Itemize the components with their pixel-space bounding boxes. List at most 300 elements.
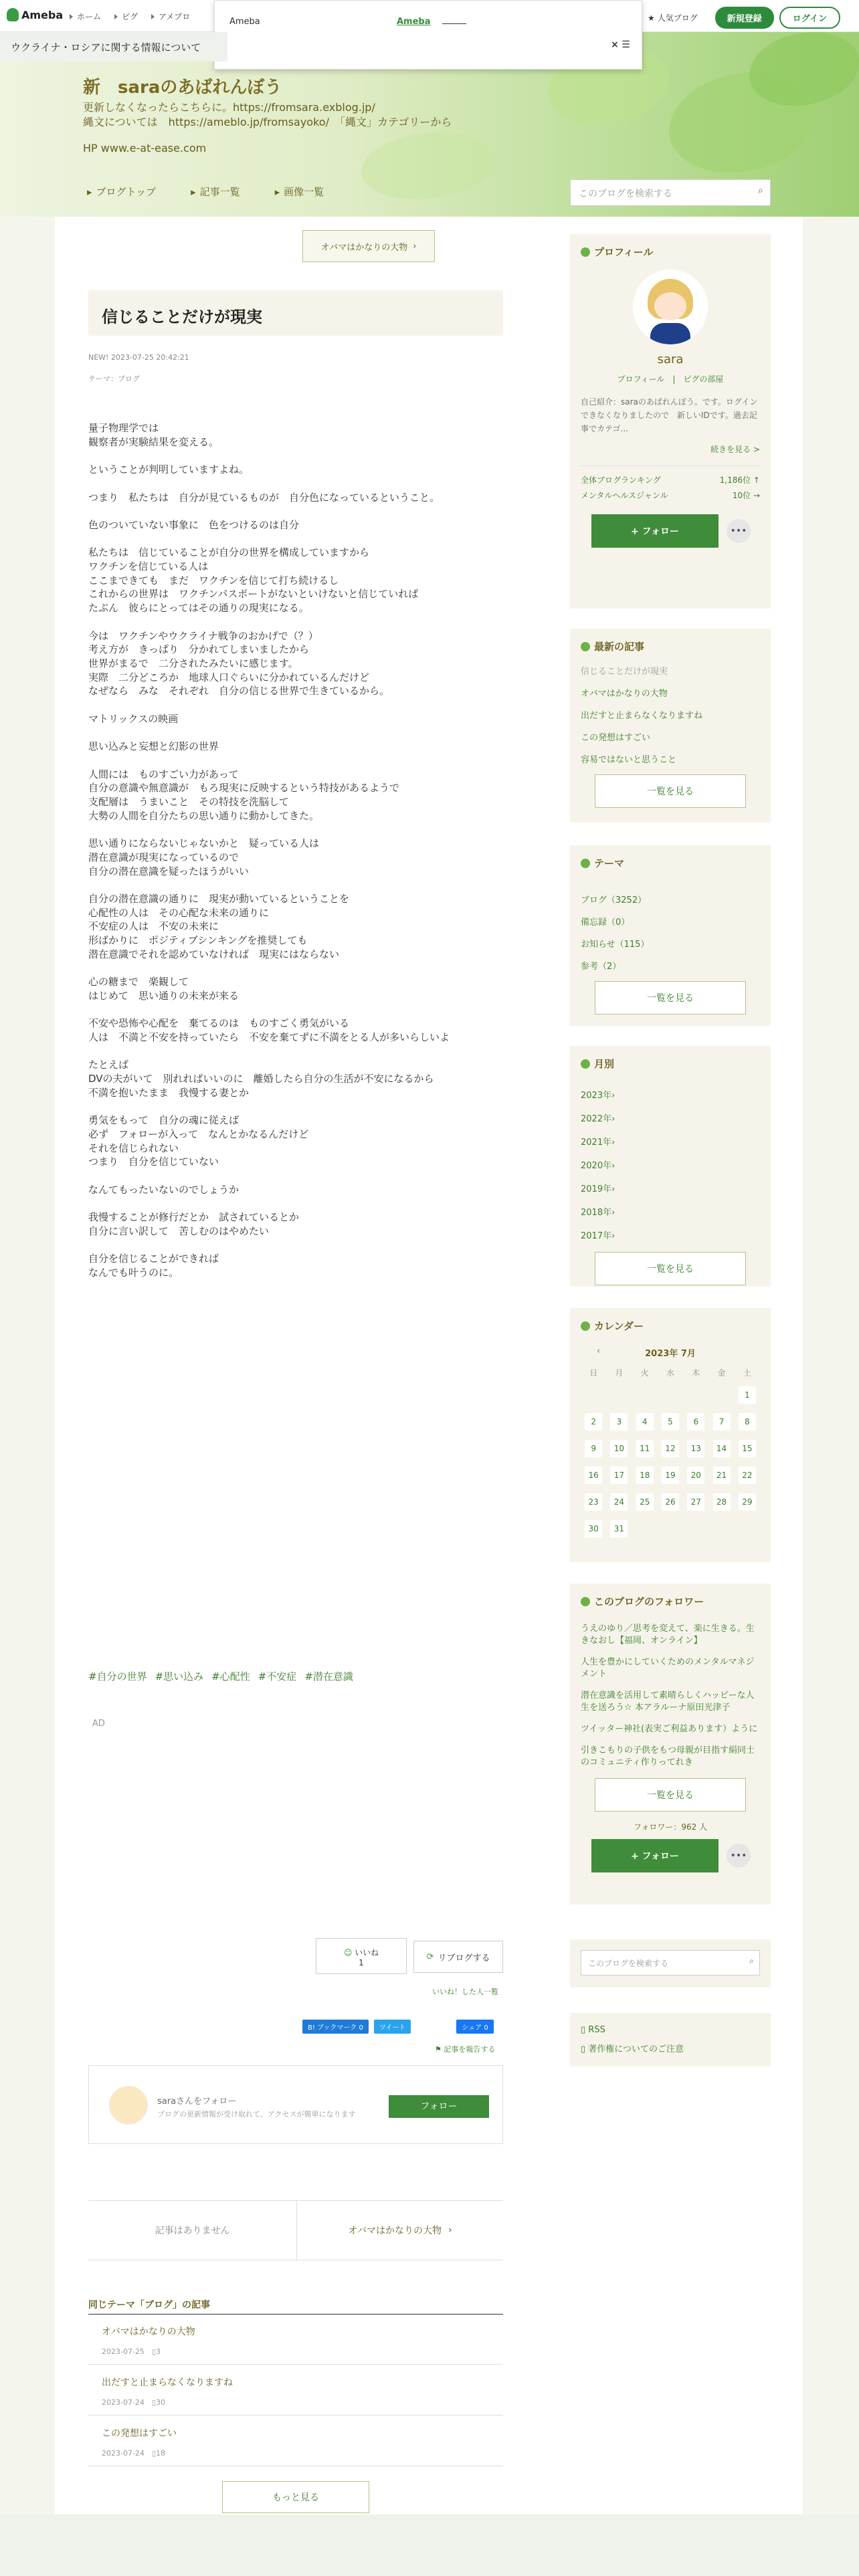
chevron-icon: › (611, 1231, 615, 1241)
monthly-widget (570, 1046, 771, 1287)
calendar-day[interactable]: 14 (713, 1440, 731, 1457)
theme-item[interactable]: お知らせ（115） (581, 940, 650, 950)
ranking (581, 465, 760, 501)
calendar-cell (632, 1462, 658, 1489)
leaf-icon (581, 642, 590, 651)
year-label: 2020年 (581, 1161, 612, 1171)
calendar-cell (632, 1489, 658, 1515)
weekday: 月 (615, 1368, 624, 1378)
nav-image-list-label: 画像一覧 (284, 186, 324, 198)
hashtag[interactable]: #自分の世界 (88, 1671, 147, 1683)
calendar-day[interactable]: 10 (610, 1440, 628, 1457)
bullet-icon: ▸ (87, 185, 92, 198)
follower-count: フォロワー：962 人 (633, 1822, 708, 1832)
same-theme-date: 2023-07-24 (102, 2398, 145, 2407)
facebook-share-button[interactable]: シェア 0 (456, 2020, 493, 2034)
next-post-label: オバマはかなりの大物 (348, 2226, 442, 2236)
follower-item[interactable]: うえのゆり／思考を変えて、楽に生きる。生きなおし【福岡、オンライン】 (581, 1624, 755, 1646)
follow-box (88, 2065, 503, 2144)
calendar-day[interactable]: 20 (687, 1467, 704, 1484)
nav-home[interactable] (70, 11, 101, 22)
calendar-day[interactable]: 28 (713, 1493, 731, 1511)
more-button[interactable]: もっと見る (222, 2481, 369, 2513)
same-theme-heading: 同じテーマ「ブログ」の記事 (88, 2300, 210, 2311)
monthly-heading-label: 月別 (594, 1058, 615, 1070)
same-theme-meta (102, 2346, 490, 2357)
ranking-value: 10位 → (732, 491, 760, 500)
header-actions (648, 7, 840, 29)
calendar-cell (606, 1462, 632, 1489)
calendar-day[interactable]: 13 (687, 1440, 704, 1457)
follow-subtext: ブログの更新情報が受け取れて、アクセスが簡単になります (157, 2110, 356, 2119)
calendar-day[interactable]: 19 (662, 1467, 679, 1484)
article-title: 信じることだけが現実 (88, 290, 503, 336)
calendar-heading-label: カレンダー (594, 1320, 644, 1332)
hashtag[interactable]: #潜在意識 (304, 1671, 353, 1683)
ameba-logo[interactable] (7, 8, 63, 21)
recent-entries-widget (570, 629, 771, 823)
nav-blog-top-label: ブログトップ (96, 186, 157, 198)
recent-entry[interactable]: 容易ではないと思うこと (581, 755, 677, 765)
popular-label: 人気ブログ (657, 13, 698, 23)
global-nav (70, 11, 190, 22)
calendar-cell (708, 1408, 734, 1435)
calendar-widget (570, 1308, 771, 1562)
comment-icon: ▯ (151, 2398, 156, 2407)
year-item[interactable] (581, 1088, 760, 1101)
leaf-icon (581, 1059, 590, 1069)
followers-widget (570, 1584, 771, 1905)
reblog-label: リブログする (438, 1953, 490, 1963)
calendar-weekday-row (581, 1363, 760, 1382)
same-theme-count: 30 (156, 2398, 165, 2407)
year-item[interactable] (581, 1111, 760, 1124)
ranking-value: 1,186位 ↑ (719, 475, 760, 485)
calendar-day[interactable]: 22 (739, 1467, 756, 1484)
avatar-face (654, 292, 686, 320)
theme-item[interactable]: ブログ（3252） (581, 895, 647, 905)
sidebar-search-input[interactable] (581, 1950, 760, 1975)
article-body: 量子物理学では 観察者が実験結果を変える。 ということが判明していますよね。 つまり 私たちは 自分が見ているものが 自分色になっているということ。 色のついていない事象に 色をつけるのは自分 私たちは 信じていることが自分の世界を構成していますから ワクチンを信じている人は ここまできても まだ ワクチンを信じて打ち続けるし これからの世界は ワクチンパスポートがないといけないと信じていれば たぶん 彼らにとってはその通りの現実になる。 今は ワクチンやウクライナ戦争のおかげで（？） 考え方が きっぱり 分かれてしまいましたから 世界がまるで 二分されたみたいに感じます。 実際 二分どころか 地球人口ぐらいに分かれているんだけど なぜなら みな それぞれ 自分の信じる世界で生きているから。 マトリックスの映画 思い込みと妄想と幻影の世界 人間には ものすごい力があって 自分の意識や無意識が もろ現実に反映するという特技があるようで 支配層は うまいこと その特技を洗脳して 大勢の人間を自分たちの思い通りに動かしてきた。 思い通りにならないじゃないかと 疑っている人は 潜在意識が現実になっているので 自分の潜在意識を疑ったほうがいい 自分の潜在意識の通りに 現実が動いているということを 心配性の人は その心配な未来の通りに 不安症の人は 不安の未来に 形ばかりに ポジティブシンキングを推奨しても 潜在意識でそれを認めていなければ 現実にはならない 心の糖まで 楽観して はじめて 思い通りの未来が来る 不安や恐怖や心配を 棄てるのは ものすごく勇気がいる 人は 不満と不安を持っていたら 不安を棄てずに不満をとる人が多いらしいよ たとえば DVの夫がいて 別れればいいのに 離婚したら自分の生活が不安になるから 不満を抱いたまま 我慢する妻とか 勇気をもって 自分の魂に従えば 必ず フォローが入って なんとかなるんだけど それを信じられない つまり 自分を信じていない なんてもったいないのでしょうか 我慢することが修行だとか 試されているとか 自分に言い訳して 苦しむのはやめたい 自分を信じることができれば なんでも叶うのに。 (88, 422, 450, 1279)
calendar-cell (606, 1489, 632, 1515)
copyright-label: 著作権についてのご注意 (588, 2044, 684, 2054)
rss-icon: ▯ (581, 2025, 586, 2035)
monthly-list-button[interactable]: 一覧を見る (595, 1252, 746, 1285)
calendar-cell (658, 1382, 683, 1408)
calendar-cell (708, 1382, 734, 1408)
calendar-day[interactable]: 16 (585, 1467, 602, 1484)
calendar-day[interactable]: 9 (585, 1440, 602, 1457)
calendar-week (581, 1408, 760, 1435)
calendar-grid (581, 1363, 760, 1382)
chevron-left-icon[interactable]: ‹ (597, 1346, 601, 1356)
theme-list-button[interactable]: 一覧を見る (595, 981, 746, 1014)
nav-pig-label: ピグ (122, 12, 138, 21)
monthly-heading (581, 1057, 760, 1071)
popup-label: Ameba (229, 17, 260, 27)
calendar-days (581, 1382, 760, 1542)
calendar-week (581, 1382, 760, 1408)
year-item[interactable] (581, 1158, 760, 1171)
calendar-day[interactable]: 12 (662, 1440, 679, 1457)
nav-entry-list[interactable] (191, 185, 240, 199)
calendar-day[interactable]: 11 (636, 1440, 654, 1457)
avatar-body (650, 323, 690, 344)
prev-post: 記事はありません (88, 2201, 297, 2260)
hashtag[interactable]: #心配性 (211, 1671, 250, 1683)
calendar-day[interactable]: 26 (662, 1493, 679, 1511)
prev-article-label: オバマはかなりの大物 (320, 242, 408, 253)
calendar-day[interactable]: 27 (687, 1493, 704, 1511)
calendar-cell (581, 1408, 606, 1435)
rss-label: RSS (588, 2025, 605, 2035)
ranking-row[interactable] (581, 474, 760, 486)
next-post-link[interactable] (297, 2201, 503, 2260)
calendar-cell (606, 1515, 632, 1542)
blog-title[interactable]: 新 saraのあばれんぼう (83, 78, 282, 98)
calendar-day[interactable]: 1 (739, 1386, 756, 1404)
ameba-logo-text: Ameba (21, 8, 64, 21)
follower-item[interactable]: ツイッター神社(表実ご利益あります）ように (581, 1724, 758, 1734)
more-options-icon[interactable]: ••• (727, 519, 751, 543)
followers-list-button[interactable]: 一覧を見る (595, 1778, 746, 1812)
year-label: 2019年 (581, 1184, 612, 1194)
sidebar-follow-button[interactable]: + フォロー (591, 514, 719, 548)
tweet-button[interactable]: ツイート (374, 2020, 411, 2034)
calendar-day[interactable]: 8 (739, 1413, 756, 1430)
search-icon[interactable]: ⌕ (758, 185, 763, 196)
calendar-week (581, 1462, 760, 1489)
year-item[interactable] (581, 1182, 760, 1194)
read-more-link[interactable]: 続きを見る > (710, 445, 760, 454)
like-button[interactable] (316, 1938, 407, 1974)
popup-underline (442, 23, 466, 24)
calendar-cell (735, 1462, 760, 1489)
close-icon: × (611, 39, 619, 50)
hatena-bookmark-button[interactable]: B! ブックマーク 0 (302, 2020, 369, 2034)
calendar-day[interactable]: 24 (610, 1493, 628, 1511)
ranking-label: メンタルヘルスジャンル (581, 491, 668, 500)
nav-home-label: ホーム (77, 12, 102, 21)
calendar-day[interactable]: 4 (636, 1413, 654, 1430)
followers-list (581, 1619, 760, 1769)
recent-entry[interactable]: この発想はすごい (581, 733, 651, 743)
calendar-day[interactable]: 21 (713, 1467, 731, 1484)
nav-ameblo-label: アメブロ (159, 12, 191, 21)
recent-list-button[interactable]: 一覧を見る (595, 774, 746, 808)
calendar-day[interactable]: 17 (610, 1467, 628, 1484)
same-theme-title: オバマはかなりの大物 (102, 2327, 195, 2337)
popup-close-button[interactable] (611, 39, 630, 50)
year-label: 2017年 (581, 1231, 612, 1241)
followers-follow-row (581, 1839, 760, 1872)
leaf-decoration (361, 132, 495, 199)
flag-icon: ⚑ (435, 2045, 442, 2054)
page-footer (0, 2514, 859, 2576)
calendar-cell (632, 1435, 658, 1462)
report-label: 記事を報告する (444, 2045, 496, 2054)
year-item[interactable] (581, 1205, 760, 1218)
calendar-cell (683, 1515, 708, 1542)
follow-button[interactable]: フォロー (389, 2095, 489, 2118)
post-navigation (88, 2200, 503, 2260)
same-theme-count: 18 (156, 2449, 165, 2458)
hashtag[interactable]: #不安症 (258, 1671, 297, 1683)
login-button[interactable]: ログイン (779, 7, 840, 29)
comment-icon: ▯ (151, 2347, 156, 2356)
profile-avatar[interactable] (633, 270, 708, 344)
document-icon: ▯ (581, 2044, 586, 2054)
leaf-decoration (749, 32, 859, 106)
calendar-cell (683, 1382, 708, 1408)
register-button[interactable]: 新規登録 (715, 7, 774, 29)
liked-users-link[interactable]: いいね！した人一覧 (432, 1988, 498, 1996)
blog-homepage: HP www.e-at-ease.com (83, 142, 207, 154)
reblog-icon: ⟳ (426, 1951, 434, 1962)
profile-link[interactable]: プロフィール (617, 374, 665, 384)
menu-icon: ☰ (622, 39, 630, 50)
calendar-month-row (581, 1346, 760, 1359)
calendar-cell (735, 1489, 760, 1515)
copyright-link[interactable] (581, 2042, 760, 2054)
recent-entry[interactable]: 出だすと止まらなくなりますね (581, 711, 703, 721)
same-theme-item[interactable] (88, 2366, 503, 2416)
same-theme-date: 2023-07-25 (102, 2347, 145, 2356)
blog-desc-line: 縄文については https://ameblo.jp/fromsayoko/ 「縄文」カテゴリーから (83, 116, 452, 128)
year-item[interactable] (581, 1135, 760, 1148)
recent-entry[interactable]: 信じることだけが現実 (581, 667, 668, 677)
recent-entry[interactable]: オバマはかなりの大物 (581, 689, 668, 699)
same-theme-date: 2023-07-24 (102, 2449, 145, 2458)
calendar-day[interactable]: 31 (610, 1520, 628, 1537)
calendar-cell (708, 1489, 734, 1515)
calendar-cell (632, 1408, 658, 1435)
same-theme-title: 出だすと止まらなくなりますね (102, 2377, 233, 2388)
follow-title: saraさんをフォロー (157, 2097, 237, 2107)
calendar-week (581, 1435, 760, 1462)
calendar-month: 2023年 7月 (645, 1349, 696, 1359)
leaf-icon (581, 1597, 590, 1606)
nav-blog-top[interactable] (87, 185, 156, 199)
follower-item[interactable]: 引きこもりの子供をもつ母親が目指す絹同士のコミュニティ作りってれき (581, 1745, 755, 1767)
profile-heading (581, 245, 760, 259)
weekday: 土 (743, 1368, 751, 1378)
year-label: 2021年 (581, 1138, 612, 1148)
ameba-popup (214, 0, 642, 70)
search-icon[interactable]: ⌕ (749, 1956, 754, 1965)
calendar-cell (708, 1515, 734, 1542)
chevron-icon: › (611, 1184, 615, 1194)
calendar-day[interactable]: 6 (687, 1413, 704, 1430)
theme-item[interactable]: 備忘録（0） (581, 918, 630, 928)
avatar (109, 2086, 148, 2125)
same-theme-item[interactable] (88, 2315, 503, 2365)
article-date: NEW! 2023-07-25 20:42:21 (88, 353, 189, 362)
bullet-icon: ▸ (274, 185, 280, 198)
calendar-cell (683, 1408, 708, 1435)
chevron-icon: › (611, 1208, 615, 1218)
theme-item[interactable]: 参考（2） (581, 962, 622, 972)
calendar-day[interactable]: 3 (610, 1413, 628, 1430)
chevron-icon: › (611, 1114, 615, 1124)
blog-description (83, 100, 452, 130)
same-theme-item[interactable] (88, 2417, 503, 2466)
rss-link[interactable] (581, 2025, 760, 2035)
calendar-cell (658, 1435, 683, 1462)
theme-list (581, 881, 760, 972)
follower-item[interactable]: 人生を豊かにしていくためのメンタルマネジメント (581, 1657, 755, 1679)
year-label: 2018年 (581, 1208, 612, 1218)
search-placeholder: このブログを検索する (579, 189, 672, 199)
calendar-cell (658, 1462, 683, 1489)
ukraine-info-link[interactable]: ウクライナ・ロシアに関する情報について (0, 32, 227, 62)
calendar-week (581, 1489, 760, 1515)
followers-heading-label: このブログのフォロワー (594, 1596, 704, 1608)
recent-heading (581, 639, 760, 653)
hashtag[interactable]: #思い込み (155, 1671, 204, 1683)
profile-follow-row (581, 514, 760, 548)
ranking-label: 全体ブログランキング (581, 475, 661, 485)
blog-nav (87, 185, 324, 199)
comment-icon: ▯ (151, 2449, 156, 2458)
nav-image-list[interactable] (275, 185, 324, 199)
arrow-icon (151, 14, 155, 19)
calendar-day[interactable]: 25 (636, 1493, 654, 1511)
same-theme-count: 3 (156, 2347, 161, 2356)
recent-heading-label: 最新の記事 (594, 641, 645, 653)
theme-heading (581, 856, 760, 870)
profile-heading-label: プロフィール (594, 246, 654, 258)
calendar-cell (581, 1515, 606, 1542)
sidebar-search-box (570, 1939, 771, 1988)
calendar-day[interactable]: 5 (662, 1413, 679, 1430)
ad-label: AD (92, 1719, 105, 1729)
calendar-day[interactable]: 29 (739, 1493, 756, 1511)
blog-search-input[interactable] (570, 179, 771, 206)
calendar-day[interactable]: 15 (739, 1440, 756, 1457)
arrow-icon (70, 14, 73, 19)
profile-name[interactable]: sara (657, 352, 684, 366)
nav-pig[interactable] (114, 11, 138, 22)
arrow-icon (114, 14, 118, 19)
calendar-cell (581, 1382, 606, 1408)
leaf-icon (581, 1321, 590, 1331)
divider (88, 2314, 503, 2315)
theme-widget (570, 845, 771, 1026)
like-count: 1 (359, 1958, 364, 1967)
popup-link[interactable]: Ameba (397, 17, 431, 27)
theme-heading-label: テーマ (594, 857, 625, 869)
ranking-row[interactable] (581, 490, 760, 501)
calendar-cell (632, 1515, 658, 1542)
chevron-icon: › (611, 1138, 615, 1148)
calendar-cell (735, 1408, 760, 1435)
calendar-cell (581, 1489, 606, 1515)
calendar-cell (683, 1489, 708, 1515)
leaf-icon (581, 247, 590, 257)
leaf-icon (581, 859, 590, 868)
weekday: 日 (589, 1368, 598, 1378)
calendar-cell (735, 1515, 760, 1542)
sidebar-links (570, 2013, 771, 2066)
weekday: 木 (692, 1368, 700, 1378)
like-label: いいね (355, 1948, 379, 1957)
search-placeholder: このブログを検索する (588, 1959, 669, 1968)
calendar-cell (708, 1462, 734, 1489)
chevron-icon: › (611, 1091, 615, 1101)
popular-blogs-link[interactable] (648, 12, 698, 23)
profile-widget (570, 234, 771, 609)
calendar-cell (735, 1435, 760, 1462)
year-label: 2022年 (581, 1114, 612, 1124)
calendar-cell (658, 1515, 683, 1542)
share-buttons (302, 2020, 494, 2034)
calendar-day[interactable]: 23 (585, 1493, 602, 1511)
calendar-cell (683, 1462, 708, 1489)
year-item[interactable] (581, 1228, 760, 1241)
calendar-day[interactable]: 2 (585, 1413, 602, 1430)
calendar-day[interactable]: 30 (585, 1520, 602, 1537)
chevron-right-icon: › (448, 2225, 452, 2236)
chevron-right-icon: › (413, 241, 417, 251)
calendar-cell (606, 1435, 632, 1462)
calendar-cell (632, 1382, 658, 1408)
calendar-heading (581, 1319, 760, 1333)
prev-article-top[interactable] (302, 230, 435, 262)
calendar-cell (658, 1408, 683, 1435)
weekday: 火 (640, 1368, 649, 1378)
calendar-cell (581, 1462, 606, 1489)
calendar-week (581, 1515, 760, 1542)
weekday: 金 (717, 1368, 726, 1378)
nav-entry-list-label: 記事一覧 (199, 186, 240, 198)
calendar-cell (606, 1408, 632, 1435)
chevron-icon: › (611, 1161, 615, 1171)
pig-room-link[interactable]: ピグの部屋 (683, 374, 724, 384)
profile-links: プロフィール | ピグの部屋 (617, 374, 724, 384)
calendar-cell (735, 1382, 760, 1408)
year-label: 2023年 (581, 1091, 612, 1101)
calendar-cell (658, 1489, 683, 1515)
calendar-cell (581, 1435, 606, 1462)
reblog-button[interactable] (413, 1941, 503, 1973)
smile-icon: ☺ (343, 1948, 353, 1957)
followers-follow-button[interactable]: + フォロー (591, 1839, 719, 1872)
blog-desc-line: 更新しなくなったらこちらに。https://fromsara.exblog.jp/ (83, 101, 375, 114)
ameba-logo-icon (7, 8, 19, 21)
star-icon: ★ (648, 13, 655, 23)
article-theme[interactable]: テーマ：ブログ (88, 374, 140, 383)
same-theme-meta (102, 2397, 490, 2407)
more-options-icon[interactable]: ••• (727, 1844, 751, 1868)
bullet-icon: ▸ (191, 185, 196, 198)
calendar-cell (683, 1435, 708, 1462)
same-theme-meta (102, 2448, 490, 2458)
calendar-day[interactable]: 7 (713, 1413, 731, 1430)
calendar-cell (708, 1435, 734, 1462)
year-list (581, 1081, 760, 1241)
profile-intro: 自己紹介：saraのあばれんぼう。です。ログインできなくなりましたので 新しいIDです。過去記事でカテゴ... (581, 397, 758, 433)
calendar-day[interactable]: 18 (636, 1467, 654, 1484)
nav-ameblo[interactable] (151, 11, 190, 22)
calendar-cell (606, 1382, 632, 1408)
same-theme-title: この発想はすごい (102, 2428, 177, 2439)
weekday: 水 (666, 1368, 674, 1378)
hashtags (88, 1669, 353, 1683)
follower-item[interactable]: 潜在意識を活用して素晴らしくハッピーな人生を送ろう☆ 本アラルーナ原田光津子 (581, 1691, 755, 1713)
followers-heading (581, 1594, 760, 1608)
report-link[interactable] (435, 2044, 495, 2054)
